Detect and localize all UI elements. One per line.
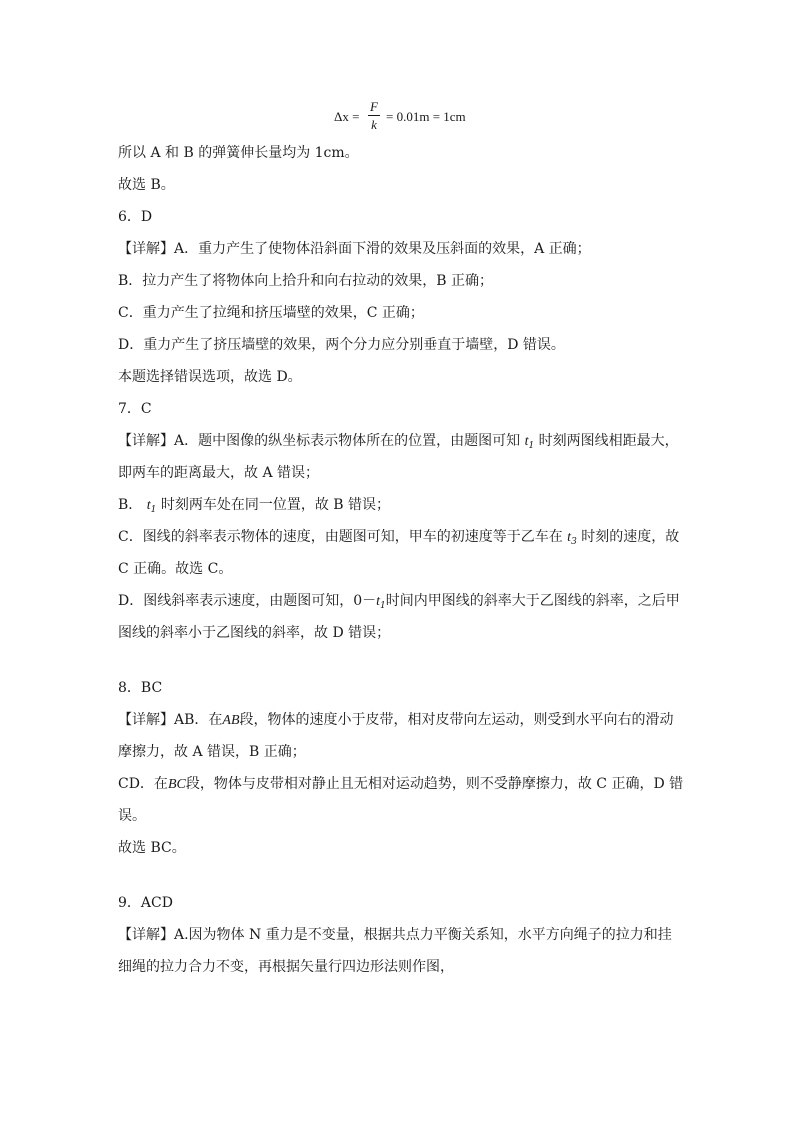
formula-fraction xyxy=(367,98,381,133)
text-segment: 时刻两车处在同一位置，故 B 错误； xyxy=(160,497,391,513)
text-segment: CD．在 xyxy=(118,776,168,792)
text-line xyxy=(118,495,678,520)
math-subscript: 3 xyxy=(571,537,577,547)
text-line: 即两车的距离最大，故 A 错误； xyxy=(118,465,320,481)
math-variable: AB xyxy=(222,713,240,728)
text-line xyxy=(118,527,678,552)
math-subscript: 1 xyxy=(380,601,386,611)
formula-numerator: F xyxy=(370,99,378,114)
question-number: 8．BC xyxy=(118,680,163,696)
math-subscript: 1 xyxy=(528,441,535,451)
text-line: D．重力产生了挤压墙壁的效果，两个分力应分别垂直于墙壁，D 错误。 xyxy=(118,337,565,353)
displacement-formula xyxy=(330,98,470,136)
text-line: 故选 BC。 xyxy=(118,840,186,856)
math-subscript: 1 xyxy=(150,505,157,515)
text-segment: 【详解】A．题中图像的纵坐标表示物体所在的位置，由题图可知 xyxy=(118,433,521,449)
text-line: 故选 B。 xyxy=(118,177,175,193)
math-variable: t xyxy=(146,498,151,513)
text-line: 本题选择错误选项，故选 D。 xyxy=(118,369,302,385)
text-line: 【详解】A.因为物体 N 重力是不变量，根据共点力平衡关系知，水平方向绳子的拉力和挂 xyxy=(118,927,672,943)
text-line: 细绳的拉力合力不变，再根据矢量行四边形法则作图， xyxy=(118,959,454,975)
text-line xyxy=(118,431,678,456)
text-line: 误。 xyxy=(118,808,146,824)
formula-rhs: = 0.01m = 1cm xyxy=(386,109,466,124)
text-segment: 段，物体与皮带相对静止且无相对运动趋势，则不受静摩擦力，故 C 正确，D 错 xyxy=(185,776,684,792)
math-variable: t xyxy=(524,434,529,449)
text-line xyxy=(118,591,678,616)
math-variable: t xyxy=(376,594,381,609)
text-line: C 正确。故选 C。 xyxy=(118,561,233,577)
text-segment: 【详解】AB．在 xyxy=(118,712,223,728)
text-segment: 段，物体的速度小于皮带，相对皮带向左运动，则受到水平向右的滑动 xyxy=(239,712,674,728)
formula-denominator: k xyxy=(371,117,377,132)
text-line: 图线的斜率小于乙图线的斜率，故 D 错误； xyxy=(118,625,391,641)
math-variable: BC xyxy=(167,777,186,792)
text-line: 摩擦力，故 A 错误，B 正确； xyxy=(118,744,306,760)
question-number: 6．D xyxy=(118,209,153,225)
text-segment: 时刻两图线相距最大， xyxy=(538,433,679,449)
text-line: C．重力产生了拉绳和挤压墙壁的效果，C 正确； xyxy=(118,305,424,321)
math-variable: t xyxy=(567,530,572,545)
text-segment: D．图线斜率表示速度，由题图可知，0－ xyxy=(118,593,377,609)
text-segment: 时间内甲图线的斜率大于乙图线的斜率，之后甲 xyxy=(385,593,680,609)
text-segment: B． xyxy=(118,497,143,513)
text-line xyxy=(118,774,684,795)
text-line xyxy=(118,710,678,731)
text-line: 【详解】A．重力产生了使物体沿斜面下滑的效果及压斜面的效果，A 正确； xyxy=(118,241,591,257)
formula-lhs: Δx = xyxy=(334,109,360,124)
text-segment: C．图线的斜率表示物体的速度，由题图可知，甲车的初速度等于乙车在 xyxy=(118,529,563,545)
text-segment: 时刻的速度，故 xyxy=(581,529,680,545)
text-line: B．拉力产生了将物体向上拾升和向右拉动的效果，B 正确； xyxy=(118,273,494,289)
text-line: 所以 A 和 B 的弹簧伸长量均为 1cm。 xyxy=(118,145,359,161)
question-number: 9．ACD xyxy=(118,895,173,911)
question-number: 7．C xyxy=(118,401,152,417)
